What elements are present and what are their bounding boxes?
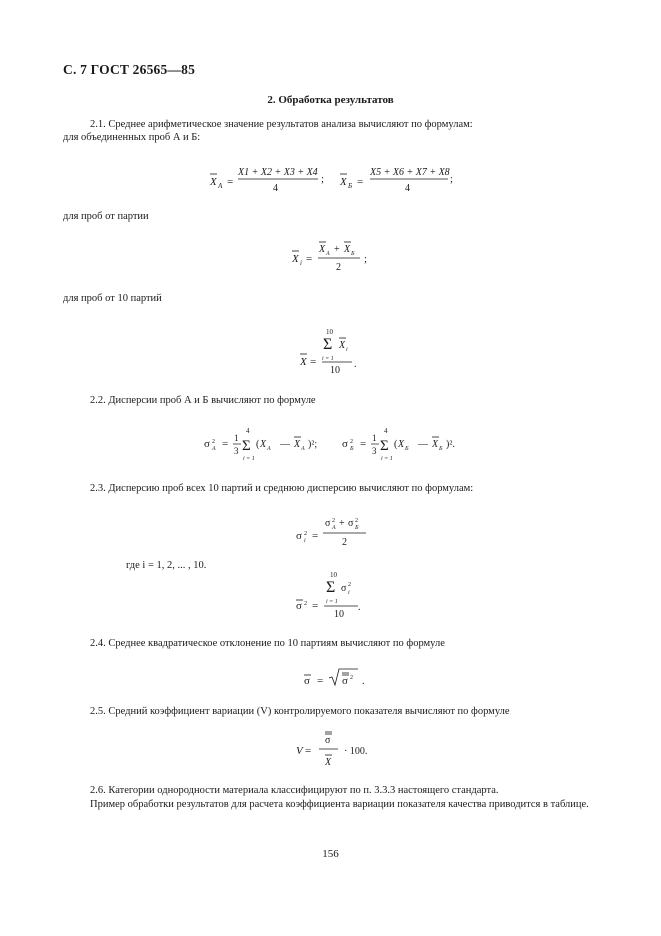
paragraph-example: Пример обработки результатов для расчета коэффициента вариации показателя качества приводится в таблице. bbox=[90, 799, 589, 810]
svg-text:2: 2 bbox=[304, 601, 307, 607]
formula-variance-party bbox=[292, 514, 382, 550]
paragraph-2-6: 2.6. Категории однородности материала классифицируют по п. 3.3.3 настоящего стандарта. bbox=[90, 785, 499, 796]
svg-text:A: A bbox=[218, 182, 223, 190]
paragraph-10-parties: для проб от 10 партий bbox=[63, 293, 162, 304]
svg-text:σ: σ bbox=[304, 675, 310, 687]
svg-text:σ: σ bbox=[342, 438, 348, 450]
svg-text:+: + bbox=[334, 244, 340, 255]
svg-text:2: 2 bbox=[336, 262, 341, 273]
svg-text:.: . bbox=[354, 359, 357, 370]
svg-text:1: 1 bbox=[372, 433, 377, 443]
svg-text:3: 3 bbox=[234, 446, 239, 456]
svg-text:2: 2 bbox=[355, 518, 358, 524]
svg-text:σ: σ bbox=[296, 530, 302, 542]
svg-text:А: А bbox=[301, 446, 305, 452]
svg-text:—: — bbox=[280, 439, 290, 450]
page-header: С. 7 ГОСТ 26565—85 bbox=[63, 62, 196, 77]
svg-text:X: X bbox=[260, 439, 267, 450]
paragraph-2-1-groups: для объединенных проб А и Б: bbox=[63, 132, 201, 143]
svg-text:(: ( bbox=[256, 439, 260, 450]
svg-text:Σ: Σ bbox=[242, 438, 251, 454]
svg-text:10: 10 bbox=[330, 365, 340, 376]
svg-text:10: 10 bbox=[334, 609, 344, 620]
paragraph-2-5: 2.5. Средний коэффициент вариации (V) контролируемого показателя вычисляют по формуле bbox=[90, 706, 510, 717]
svg-text:X: X bbox=[432, 439, 439, 450]
svg-text:1: 1 bbox=[234, 433, 239, 443]
svg-text:Σ: Σ bbox=[326, 579, 336, 596]
paragraph-2-1: 2.1. Среднее арифметическое значение результатов анализа вычисляют по формулам: bbox=[90, 119, 473, 130]
svg-text:)²;: )²; bbox=[308, 439, 318, 450]
svg-text:А: А bbox=[267, 446, 271, 452]
svg-text:=: = bbox=[227, 176, 234, 188]
paragraph-parties: для проб от партии bbox=[63, 211, 149, 222]
formula-hundred: · 100. bbox=[344, 746, 368, 757]
svg-text:σ: σ bbox=[348, 518, 354, 529]
paragraph-2-3: 2.3. Дисперсию проб всех 10 партий и среднюю дисперсию вычисляют по формулам: bbox=[90, 483, 474, 494]
svg-text:2: 2 bbox=[332, 518, 335, 524]
svg-text:σ: σ bbox=[325, 735, 331, 746]
formula-mean-10 bbox=[296, 325, 376, 377]
svg-text:Б: Б bbox=[350, 446, 354, 452]
svg-text:2: 2 bbox=[350, 439, 353, 445]
svg-text:i = 1: i = 1 bbox=[381, 456, 393, 462]
formula-mean-variance bbox=[292, 568, 382, 620]
svg-text:;: ; bbox=[364, 253, 368, 265]
svg-text:.: . bbox=[362, 676, 365, 687]
svg-text:2: 2 bbox=[342, 537, 347, 548]
svg-text:=: = bbox=[317, 675, 324, 687]
formula-std-dev bbox=[300, 664, 380, 692]
svg-text:4: 4 bbox=[405, 183, 410, 194]
svg-text:X: X bbox=[344, 244, 351, 255]
svg-text:X: X bbox=[292, 253, 299, 265]
svg-text:i: i bbox=[348, 590, 350, 596]
svg-text:=: = bbox=[305, 745, 312, 757]
svg-text:Б: Б bbox=[405, 446, 409, 452]
svg-text:i: i bbox=[346, 347, 348, 353]
svg-text:=: = bbox=[312, 530, 319, 542]
svg-text:σ: σ bbox=[341, 583, 347, 594]
svg-text:i = 1: i = 1 bbox=[326, 599, 338, 605]
paragraph-2-4: 2.4. Среднее квадратическое отклонение по 10 партиям вычисляют по формуле bbox=[90, 638, 445, 649]
svg-text:3: 3 bbox=[372, 446, 377, 456]
section-title: 2. Обработка результатов bbox=[267, 94, 394, 106]
svg-text:X: X bbox=[319, 244, 326, 255]
svg-text:i = 1: i = 1 bbox=[322, 356, 334, 362]
page-number: 156 bbox=[322, 848, 339, 860]
svg-text:σ: σ bbox=[325, 518, 331, 529]
svg-text:i: i bbox=[304, 538, 306, 544]
svg-text:X: X bbox=[340, 176, 347, 188]
svg-text:X: X bbox=[325, 757, 332, 768]
svg-text:Б: Б bbox=[348, 182, 353, 190]
svg-text:.: . bbox=[358, 602, 361, 613]
svg-text:А: А bbox=[212, 446, 216, 452]
svg-text:)².: )². bbox=[446, 439, 455, 450]
svg-text:=: = bbox=[222, 438, 229, 450]
formula-b-numerator: X5 + X6 + X7 + X8 bbox=[370, 167, 450, 178]
svg-text:X: X bbox=[398, 439, 405, 450]
svg-text:Σ: Σ bbox=[380, 438, 389, 454]
svg-text:;: ; bbox=[450, 173, 454, 185]
svg-text:2: 2 bbox=[350, 675, 353, 681]
svg-text:4: 4 bbox=[246, 427, 250, 435]
svg-text:10: 10 bbox=[330, 571, 337, 579]
svg-text:i = 1: i = 1 bbox=[243, 456, 255, 462]
svg-text:A: A bbox=[332, 525, 336, 531]
svg-text:i: i bbox=[300, 259, 302, 267]
svg-text:—: — bbox=[418, 439, 428, 450]
svg-text:=: = bbox=[310, 356, 317, 368]
svg-text:2: 2 bbox=[348, 582, 351, 588]
svg-text:X: X bbox=[294, 439, 301, 450]
svg-text:А: А bbox=[326, 251, 330, 257]
svg-text:=: = bbox=[357, 176, 364, 188]
svg-text:4: 4 bbox=[384, 427, 388, 435]
svg-text:V: V bbox=[296, 745, 303, 757]
paragraph-where-i: где i = 1, 2, ... , 10. bbox=[126, 560, 207, 571]
formula-mean-party bbox=[288, 238, 388, 274]
svg-text:σ: σ bbox=[342, 675, 348, 687]
svg-text:Б: Б bbox=[355, 525, 359, 531]
svg-text:;: ; bbox=[321, 173, 325, 185]
formula-variation-coefficient bbox=[292, 730, 392, 772]
svg-text:σ: σ bbox=[204, 438, 210, 450]
svg-text:Б: Б bbox=[351, 251, 355, 257]
svg-text:Б: Б bbox=[439, 446, 443, 452]
svg-text:(: ( bbox=[394, 439, 398, 450]
svg-text:=: = bbox=[306, 253, 313, 265]
svg-text:2: 2 bbox=[304, 531, 307, 537]
formula-mean-a-b bbox=[200, 160, 470, 196]
formula-variance-a-b bbox=[200, 425, 480, 465]
svg-text:Σ: Σ bbox=[323, 336, 333, 353]
svg-text:=: = bbox=[312, 600, 319, 612]
svg-text:+: + bbox=[339, 518, 345, 529]
formula-a-numerator: X1 + X2 + X3 + X4 bbox=[238, 167, 318, 178]
paragraph-2-2: 2.2. Дисперсии проб А и Б вычисляют по формуле bbox=[90, 395, 316, 406]
formula-a-denominator: 4 bbox=[273, 183, 278, 194]
svg-text:X: X bbox=[210, 176, 217, 188]
svg-text:X: X bbox=[300, 356, 307, 368]
svg-text:σ: σ bbox=[296, 600, 302, 612]
svg-text:=: = bbox=[360, 438, 367, 450]
svg-text:2: 2 bbox=[212, 439, 215, 445]
svg-text:10: 10 bbox=[326, 328, 333, 336]
svg-text:X: X bbox=[339, 340, 346, 351]
